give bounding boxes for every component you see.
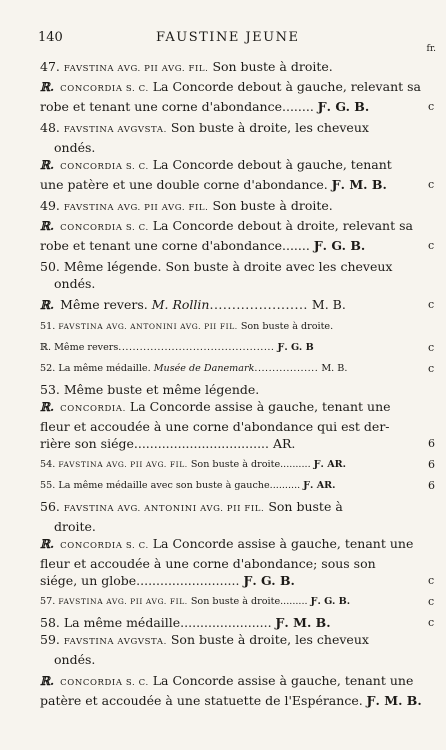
metal-module: AR. [272,436,296,451]
entry-legend: CONCORDIA S. C. [60,678,149,688]
entry-number: 53. [40,382,60,397]
entry-legend: FAVSTINA AVG. ANTONINI AVG. PII FIL. [63,504,265,514]
reverse-symbol: ℝ. [40,158,55,172]
entry-legend: FAVSTINA AVG. PII AVG. FIL. [63,64,209,74]
entry-text: La Concorde debout à gauche, tenant [152,157,392,172]
leader-dots: ............................................ [118,342,275,353]
entry-47 [40,58,405,78]
entry-54 [40,456,435,473]
entry-51 [40,318,405,335]
running-title: FAUSTINE JEUNE [156,30,300,45]
entry-legend: FAVSTINA AVGVSTA. [63,125,167,135]
reverse-symbol: ℝ. [40,80,55,94]
rarity-value: c [428,616,435,629]
reverse-symbol: ℝ. [40,219,55,233]
entry-text: Son buste à [268,499,343,514]
entry-text: Son buste à droite. [240,321,334,332]
page-header [38,30,436,54]
entry-text: Même légende. Son buste à droite avec les cheveux [63,259,393,274]
entry-text: La même médaille avec son buste à gauche.......... [58,480,301,491]
rarity-value: c [428,574,435,587]
entry-number: 49. [40,198,60,213]
entry-number: 56. [40,499,60,514]
entry-text: La Concorde debout à droite, relevant sa [152,218,413,233]
entry-49 [40,197,405,217]
entry-text: La Concorde debout à gauche, relevant sa [152,79,421,94]
reverse-47 [40,78,435,115]
rarity-value: c [428,341,435,354]
metal-module: Ƒ. G. B. [243,573,295,588]
entry-continuation: ondés. [54,652,96,667]
entry-58 [40,614,435,631]
entry-50 [40,258,405,292]
rarity-value: c [428,362,435,375]
entry-number: 55. [40,480,56,491]
entry-56 [40,498,405,535]
entry-legend: FAVSTINA AVG. PII AVG. FIL. [58,460,188,469]
metal-module: Ƒ. G. B [277,342,314,353]
entry-continuation-2: rière son siége.................................. [40,436,269,451]
entry-legend: FAVSTINA AVG. ANTONINI AVG. PII FIL. [58,322,238,331]
metal-module: Ƒ. M. B. [275,615,331,630]
entry-legend: FAVSTINA AVG. PII AVG. FIL. [58,597,188,606]
entry-continuation: une patère et une double corne d'abondance. [40,177,328,192]
rarity-value: c [428,100,435,113]
entry-number: 47. [40,59,60,74]
reverse-56 [40,535,435,589]
entry-48 [40,119,405,156]
rarity-value: c [428,239,435,252]
entry-text: La Concorde assise à gauche, tenant une [152,536,414,551]
metal-module: Ƒ. AR. [313,459,346,470]
leader-dots: .................. [254,363,319,374]
leader-dots: ...................... [209,297,308,312]
rarity-value: 6 [428,437,435,450]
entry-legend: CONCORDIA S. C. [60,223,149,233]
entry-number: 57. [40,596,56,607]
entry-legend: FAVSTINA AVG. PII AVG. FIL. [63,203,209,213]
reverse-51 [40,339,435,356]
entry-57 [40,593,435,610]
entry-number: 54. [40,459,56,470]
catalogue-entries [40,58,435,709]
entry-text: Son buste à droite, les cheveux [170,120,369,135]
entry-number: 59. [40,632,60,647]
entry-continuation: fleur et accoudée à une corne d'abondance qui est der- [40,419,390,434]
reverse-symbol: ℝ. [40,537,55,551]
entry-number: 52. [40,363,56,374]
collection-name: Musée de Danemark [153,363,255,374]
entry-continuation: ondés. [54,140,96,155]
entry-legend: CONCORDIA S. C. [60,162,149,172]
entry-number: 58. [40,615,60,630]
entry-text: La Concorde assise à gauche, tenant une [129,399,391,414]
metal-module: Ƒ. AR. [303,480,336,491]
metal-module: Ƒ. M. B. [366,693,422,708]
entry-continuation: robe et tenant une corne d'abondance....... [40,238,310,253]
entry-number: 48. [40,120,60,135]
entry-legend: CONCORDIA. [60,404,126,414]
reverse-symbol: ℝ. [40,298,55,312]
entry-text: Son buste à droite......... [190,596,308,607]
rarity-value: c [428,595,435,608]
metal-module: Ƒ. M. B. [331,177,387,192]
collection-name: M. Rollin [151,297,210,312]
column-label: fr. [426,44,436,54]
entry-continuation: patère et accoudée à une statuette de l'Espérance. [40,693,363,708]
entry-continuation: droite. [54,519,96,534]
reverse-49 [40,217,435,254]
reverse-symbol: ℝ. [40,400,55,414]
metal-module: Ƒ. G. B. [313,238,366,253]
entry-text: Son buste à droite, les cheveux [170,632,369,647]
entry-59 [40,631,405,668]
rarity-value: c [428,298,435,311]
entry-legend: CONCORDIA S. C. [60,84,149,94]
entry-text: Son buste à droite. [212,59,333,74]
entry-52 [40,360,435,377]
reverse-symbol: ℝ. [40,674,55,688]
entry-text: La même médaille. [58,363,151,374]
entry-legend: CONCORDIA S. C. [60,541,149,551]
entry-continuation-2: siége, un globe.......................... [40,573,240,588]
reverse-48 [40,156,435,193]
entry-text: La même médaille....................... [63,615,272,630]
entry-text: Même revers. [60,297,148,312]
entry-legend: FAVSTINA AVGVSTA. [63,637,167,647]
rarity-value: 6 [428,458,435,471]
entry-text: La Concorde assise à gauche, tenant une [152,673,414,688]
rarity-value: c [428,178,435,191]
entry-55 [40,477,435,494]
entry-53 [40,381,405,398]
metal-module: M. B. [321,363,348,374]
metal-module: Ƒ. G. B. [310,596,351,607]
entry-text: Son buste à droite. [212,198,333,213]
entry-continuation: fleur et accoudée à une corne d'abondance; sous son [40,556,376,571]
metal-module: M. B. [311,297,346,312]
entry-number: 50. [40,259,60,274]
reverse-symbol: ℝ. [40,342,52,353]
entry-continuation: ondés. [54,276,96,291]
entry-text: Même revers [54,342,119,353]
entry-continuation: robe et tenant une corne d'abondance........ [40,99,314,114]
reverse-59 [40,672,422,709]
rarity-value: 6 [428,479,435,492]
page-number: 140 [38,30,63,45]
reverse-53 [40,398,435,452]
metal-module: Ƒ. G. B. [317,99,370,114]
entry-text: Même buste et même légende. [63,382,260,397]
reverse-50 [40,296,435,314]
entry-number: 51. [40,321,56,332]
entry-text: Son buste à droite.......... [190,459,311,470]
